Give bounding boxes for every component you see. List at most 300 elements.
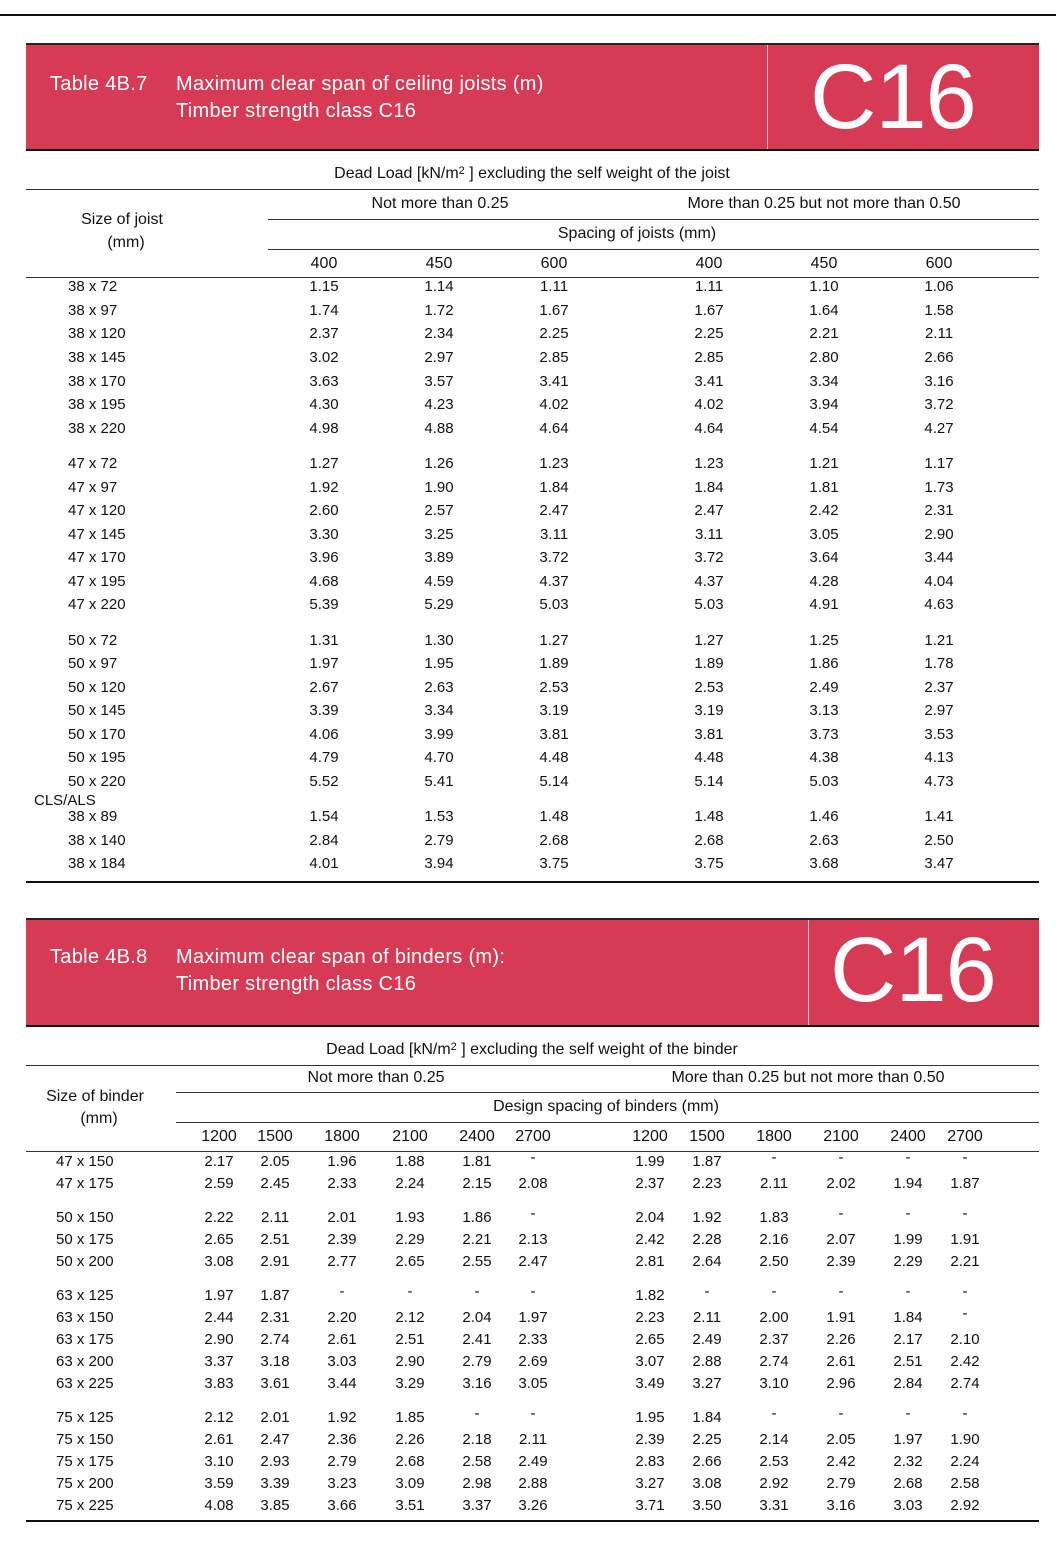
span-value: 4.27 (924, 420, 954, 437)
span-value: 2.24 (950, 1453, 980, 1470)
span-value: 2.59 (204, 1175, 234, 1192)
joist-size: 38 x 89 (68, 808, 118, 825)
span-value: 2.31 (924, 502, 954, 519)
table-row (26, 1497, 1039, 1515)
span-value: 3.63 (309, 373, 339, 390)
span-value: 2.02 (826, 1175, 856, 1192)
span-value: - (474, 1405, 480, 1422)
dead-load-header (334, 165, 730, 183)
spacing-header: 2100 (392, 1128, 428, 1145)
span-value: 1.94 (893, 1175, 923, 1192)
span-value: 2.85 (694, 349, 724, 366)
span-value: 5.03 (809, 773, 839, 790)
span-value: 1.58 (924, 302, 954, 319)
span-value: 3.94 (424, 855, 454, 872)
span-value: - (962, 1405, 968, 1422)
span-value: 2.79 (462, 1353, 492, 1370)
rule-line (268, 219, 1039, 220)
table-row (26, 726, 1039, 744)
rule-line (26, 1025, 1039, 1027)
table-row (26, 1231, 1039, 1249)
binder-size: 50 x 150 (56, 1209, 114, 1226)
span-value: 2.98 (462, 1475, 492, 1492)
span-value: 2.15 (462, 1175, 492, 1192)
binder-size: 75 x 125 (56, 1409, 114, 1426)
table-banner (26, 918, 1039, 1025)
span-value: 3.96 (309, 549, 339, 566)
banner-divider (808, 920, 809, 1025)
table-row (26, 808, 1039, 826)
span-value: 2.53 (539, 679, 569, 696)
table-row (26, 349, 1039, 367)
span-value: 1.96 (327, 1153, 357, 1170)
table-row (26, 479, 1039, 497)
table-title-line1: Maximum clear span of binders (m): (176, 946, 506, 968)
span-value: - (838, 1205, 844, 1222)
span-value: 2.90 (204, 1331, 234, 1348)
size-label: Size of binder (46, 1088, 144, 1105)
joist-size: 47 x 145 (68, 526, 126, 543)
span-value: 3.68 (809, 855, 839, 872)
span-value: 2.65 (204, 1231, 234, 1248)
table-row (26, 655, 1039, 673)
span-value: 1.27 (309, 455, 339, 472)
dead-load-suffix: ] excluding the self weight of the binder (456, 1041, 738, 1058)
span-value: 3.16 (462, 1375, 492, 1392)
span-value: - (838, 1405, 844, 1422)
table-row (26, 1253, 1039, 1271)
span-value: 1.23 (694, 455, 724, 472)
span-value: 2.33 (518, 1331, 548, 1348)
span-value: 1.78 (924, 655, 954, 672)
span-value: 2.12 (204, 1409, 234, 1426)
span-value: 2.47 (518, 1253, 548, 1270)
span-value: - (704, 1283, 710, 1300)
joist-size: 38 x 140 (68, 832, 126, 849)
span-value: 4.48 (539, 749, 569, 766)
span-value: 2.66 (692, 1453, 722, 1470)
binder-size: 75 x 200 (56, 1475, 114, 1492)
span-value: 2.83 (635, 1453, 665, 1470)
span-value: 3.18 (260, 1353, 290, 1370)
dead-load-suffix: ] excluding the self weight of the joist (464, 165, 730, 182)
span-value: 2.17 (204, 1153, 234, 1170)
spacing-header: 1200 (201, 1128, 237, 1145)
span-value: 2.36 (327, 1431, 357, 1448)
span-value: 2.25 (694, 325, 724, 342)
spacing-header: 1500 (689, 1128, 725, 1145)
span-value: 1.48 (539, 808, 569, 825)
span-value: 3.05 (518, 1375, 548, 1392)
span-value: 2.29 (395, 1231, 425, 1248)
span-value: 3.26 (518, 1497, 548, 1514)
span-value: 2.92 (950, 1497, 980, 1514)
span-value: 3.19 (539, 702, 569, 719)
span-value: 3.03 (327, 1353, 357, 1370)
table-row (26, 1149, 1039, 1171)
span-value: 2.53 (759, 1453, 789, 1470)
span-value: 5.52 (309, 773, 339, 790)
rule-line (26, 881, 1039, 883)
joist-size: 47 x 72 (68, 455, 118, 472)
span-value: 3.27 (692, 1375, 722, 1392)
span-value: 1.97 (518, 1309, 548, 1326)
span-value: 4.68 (309, 573, 339, 590)
span-value: 4.98 (309, 420, 339, 437)
span-value: 1.74 (309, 302, 339, 319)
span-value: 2.74 (950, 1375, 980, 1392)
span-value: - (771, 1283, 777, 1300)
span-value: 1.84 (539, 479, 569, 496)
table-row (26, 855, 1039, 873)
span-value: 2.97 (424, 349, 454, 366)
group-label-not-more: Not more than 0.25 (307, 1069, 445, 1086)
span-value: 4.02 (694, 396, 724, 413)
span-value: 2.41 (462, 1331, 492, 1348)
span-value: - (407, 1283, 413, 1300)
span-value: 1.97 (309, 655, 339, 672)
span-value: 2.79 (826, 1475, 856, 1492)
rule-line (26, 149, 1039, 151)
span-value: 4.01 (309, 855, 339, 872)
span-value: 2.68 (539, 832, 569, 849)
span-value: 4.06 (309, 726, 339, 743)
span-value: 3.16 (924, 373, 954, 390)
table-row (26, 1305, 1039, 1327)
span-value: 1.15 (309, 278, 339, 295)
joist-size: 50 x 145 (68, 702, 126, 719)
span-value: - (905, 1283, 911, 1300)
span-value: 2.79 (424, 832, 454, 849)
span-value: 2.79 (327, 1453, 357, 1470)
binder-size: 47 x 175 (56, 1175, 114, 1192)
table-row (26, 420, 1039, 438)
span-value: 1.27 (694, 632, 724, 649)
span-value: 2.64 (692, 1253, 722, 1270)
joist-size: 47 x 97 (68, 479, 118, 496)
span-value: 3.44 (327, 1375, 357, 1392)
span-value: 3.27 (635, 1475, 665, 1492)
span-value: 2.39 (826, 1253, 856, 1270)
span-value: 5.03 (694, 596, 724, 613)
span-value: 2.50 (924, 832, 954, 849)
span-value: 3.09 (395, 1475, 425, 1492)
span-value: 1.11 (539, 278, 569, 295)
joist-size: 50 x 195 (68, 749, 126, 766)
span-value: 3.81 (539, 726, 569, 743)
span-value: 2.58 (462, 1453, 492, 1470)
span-value: 1.84 (893, 1309, 923, 1326)
span-value: 2.84 (309, 832, 339, 849)
span-value: 1.91 (826, 1309, 856, 1326)
span-value: 2.11 (692, 1309, 722, 1326)
size-label-unit: (mm) (80, 1110, 118, 1127)
span-value: 2.51 (395, 1331, 425, 1348)
span-value: 1.21 (924, 632, 954, 649)
span-value: 2.91 (260, 1253, 290, 1270)
span-value: 1.53 (424, 808, 454, 825)
table-row (26, 549, 1039, 567)
span-value: 3.49 (635, 1375, 665, 1392)
joist-size: 47 x 170 (68, 549, 126, 566)
span-value: 3.72 (694, 549, 724, 566)
span-value: 1.87 (950, 1175, 980, 1192)
span-value: 2.05 (826, 1431, 856, 1448)
binder-size: 63 x 175 (56, 1331, 114, 1348)
span-value: 3.47 (924, 855, 954, 872)
span-value: 3.16 (826, 1497, 856, 1514)
span-value: 4.13 (924, 749, 954, 766)
span-value: 3.72 (924, 396, 954, 413)
span-value: 2.23 (635, 1309, 665, 1326)
table-title (50, 944, 505, 998)
joist-size: 38 x 145 (68, 349, 126, 366)
span-value: 1.99 (893, 1231, 923, 1248)
span-value: 2.21 (950, 1253, 980, 1270)
span-value: - (905, 1205, 911, 1222)
span-value: 1.17 (924, 455, 954, 472)
span-value: 2.32 (893, 1453, 923, 1470)
span-value: 3.73 (809, 726, 839, 743)
span-value: 2.92 (759, 1475, 789, 1492)
table-number: Table 4B.7 (50, 73, 148, 95)
span-value: 2.57 (424, 502, 454, 519)
span-value: 4.23 (424, 396, 454, 413)
span-value: 5.29 (424, 596, 454, 613)
spacing-label: Design spacing of binders (mm) (493, 1098, 719, 1115)
table-row (26, 373, 1039, 391)
span-value: 3.39 (260, 1475, 290, 1492)
span-value: 2.63 (424, 679, 454, 696)
joist-size: 50 x 72 (68, 632, 118, 649)
span-value: - (530, 1205, 536, 1222)
span-value: - (474, 1283, 480, 1300)
span-value: 4.63 (924, 596, 954, 613)
span-value: 2.61 (826, 1353, 856, 1370)
span-value: 1.93 (395, 1209, 425, 1226)
span-value: 1.86 (809, 655, 839, 672)
spacing-header: 2400 (459, 1128, 495, 1145)
span-value: 2.29 (893, 1253, 923, 1270)
span-value: 3.02 (309, 349, 339, 366)
span-value: 3.19 (694, 702, 724, 719)
span-value: 2.68 (893, 1475, 923, 1492)
span-value: 2.74 (759, 1353, 789, 1370)
joist-size: 38 x 97 (68, 302, 118, 319)
span-value: 4.54 (809, 420, 839, 437)
dead-load-sup: 2 (450, 1041, 457, 1053)
group-label-not-more: Not more than 0.25 (371, 195, 509, 212)
span-value: 4.28 (809, 573, 839, 590)
table-row (26, 1205, 1039, 1227)
dead-load-header (326, 1041, 738, 1059)
joist-size: 38 x 220 (68, 420, 126, 437)
joist-size: 47 x 195 (68, 573, 126, 590)
span-value: 4.88 (424, 420, 454, 437)
span-value: 3.81 (694, 726, 724, 743)
span-value: 1.64 (809, 302, 839, 319)
subgroup-label: CLS/ALS (34, 792, 96, 809)
joist-size: 38 x 72 (68, 278, 118, 295)
span-value: 1.97 (893, 1431, 923, 1448)
span-value: 4.64 (694, 420, 724, 437)
spacing-header: 450 (425, 255, 453, 272)
table-banner (26, 43, 1039, 149)
span-value: 2.68 (395, 1453, 425, 1470)
table-row (26, 749, 1039, 767)
table-row (26, 832, 1039, 850)
span-value: 2.47 (260, 1431, 290, 1448)
span-value: 3.10 (204, 1453, 234, 1470)
span-value: - (339, 1283, 345, 1300)
binder-size: 63 x 200 (56, 1353, 114, 1370)
span-value: 2.55 (462, 1253, 492, 1270)
group-label-more: More than 0.25 but not more than 0.50 (671, 1069, 945, 1086)
span-value: 1.26 (424, 455, 454, 472)
table-number: Table 4B.8 (50, 946, 148, 968)
span-value: 2.18 (462, 1431, 492, 1448)
span-value: 1.99 (635, 1153, 665, 1170)
span-value: 1.25 (809, 632, 839, 649)
span-value: 4.37 (694, 573, 724, 590)
span-value: 3.53 (924, 726, 954, 743)
span-value: 3.39 (309, 702, 339, 719)
table-row (26, 573, 1039, 591)
span-value: 1.11 (694, 278, 724, 295)
dead-load-prefix: Dead Load [kN/m (334, 165, 459, 182)
span-value: 2.20 (327, 1309, 357, 1326)
table-title-line1: Maximum clear span of ceiling joists (m) (176, 73, 544, 95)
span-value: 1.81 (809, 479, 839, 496)
span-value: 2.84 (893, 1375, 923, 1392)
span-value: 1.84 (692, 1409, 722, 1426)
span-value: - (962, 1305, 968, 1322)
span-value: 2.42 (950, 1353, 980, 1370)
rule-line (26, 1520, 1039, 1522)
span-value: 1.91 (950, 1231, 980, 1248)
span-value: - (905, 1149, 911, 1166)
span-value: 1.30 (424, 632, 454, 649)
span-value: 5.14 (539, 773, 569, 790)
table-title-line2: Timber strength class C16 (176, 100, 417, 122)
span-value: 2.49 (809, 679, 839, 696)
span-value: 2.13 (518, 1231, 548, 1248)
span-value: - (771, 1149, 777, 1166)
rule-line (268, 249, 1039, 250)
span-value: 2.53 (694, 679, 724, 696)
spacing-header: 400 (310, 255, 338, 272)
span-value: 2.65 (635, 1331, 665, 1348)
spacing-header: 2700 (515, 1128, 551, 1145)
span-value: 3.05 (809, 526, 839, 543)
span-value: 2.90 (924, 526, 954, 543)
table-row (26, 1405, 1039, 1427)
span-value: 1.46 (809, 808, 839, 825)
span-value: 3.41 (694, 373, 724, 390)
span-value: 1.95 (424, 655, 454, 672)
table-row (26, 679, 1039, 697)
span-value: 3.75 (694, 855, 724, 872)
span-value: 2.42 (826, 1453, 856, 1470)
table-row (26, 1175, 1039, 1193)
span-value: 3.51 (395, 1497, 425, 1514)
binder-size: 50 x 175 (56, 1231, 114, 1248)
table-row (26, 302, 1039, 320)
span-value: 4.08 (204, 1497, 234, 1514)
span-value: 3.99 (424, 726, 454, 743)
span-value: - (530, 1149, 536, 1166)
span-value: 2.37 (759, 1331, 789, 1348)
binder-size: 63 x 150 (56, 1309, 114, 1326)
span-value: 2.61 (204, 1431, 234, 1448)
span-value: 1.27 (539, 632, 569, 649)
span-value: 1.86 (462, 1209, 492, 1226)
span-value: 3.11 (539, 526, 569, 543)
span-value: - (838, 1283, 844, 1300)
size-label-unit: (mm) (107, 234, 145, 251)
span-value: 1.82 (635, 1287, 665, 1304)
binder-size: 75 x 225 (56, 1497, 114, 1514)
joist-size: 38 x 170 (68, 373, 126, 390)
span-value: 4.64 (539, 420, 569, 437)
span-value: 2.44 (204, 1309, 234, 1326)
rule-line (26, 1065, 1039, 1066)
span-value: 1.23 (539, 455, 569, 472)
span-value: 2.21 (462, 1231, 492, 1248)
span-value: 2.26 (826, 1331, 856, 1348)
rule-line (176, 1092, 1039, 1093)
span-value: 1.54 (309, 808, 339, 825)
span-value: 5.39 (309, 596, 339, 613)
span-value: 3.13 (809, 702, 839, 719)
span-value: 2.49 (518, 1453, 548, 1470)
span-value: 2.60 (309, 502, 339, 519)
span-value: 3.94 (809, 396, 839, 413)
table-row (26, 1453, 1039, 1471)
joist-size: 38 x 184 (68, 855, 126, 872)
span-value: 2.37 (635, 1175, 665, 1192)
span-value: 2.00 (759, 1309, 789, 1326)
span-value: 2.17 (893, 1331, 923, 1348)
span-value: 1.84 (694, 479, 724, 496)
span-value: 2.01 (327, 1209, 357, 1226)
span-value: 3.29 (395, 1375, 425, 1392)
banner-divider (767, 45, 768, 149)
dead-load-prefix: Dead Load [kN/m (326, 1041, 451, 1058)
joist-size: 38 x 195 (68, 396, 126, 413)
span-value: 2.11 (924, 325, 954, 342)
span-value: 1.92 (327, 1409, 357, 1426)
span-value: 2.39 (327, 1231, 357, 1248)
table-row (26, 278, 1039, 296)
spacing-header: 2700 (947, 1128, 983, 1145)
span-value: 3.08 (692, 1475, 722, 1492)
span-value: 2.65 (395, 1253, 425, 1270)
binder-size: 63 x 225 (56, 1375, 114, 1392)
span-value: 4.48 (694, 749, 724, 766)
span-value: 2.77 (327, 1253, 357, 1270)
span-value: 3.34 (809, 373, 839, 390)
span-value: 2.42 (635, 1231, 665, 1248)
span-value: 3.72 (539, 549, 569, 566)
span-value: 2.11 (759, 1175, 789, 1192)
binder-size: 50 x 200 (56, 1253, 114, 1270)
strength-class-badge: C16 (810, 46, 976, 148)
span-value: 3.89 (424, 549, 454, 566)
span-value: 1.72 (424, 302, 454, 319)
table-title-line2: Timber strength class C16 (176, 973, 417, 995)
table-row (26, 455, 1039, 473)
